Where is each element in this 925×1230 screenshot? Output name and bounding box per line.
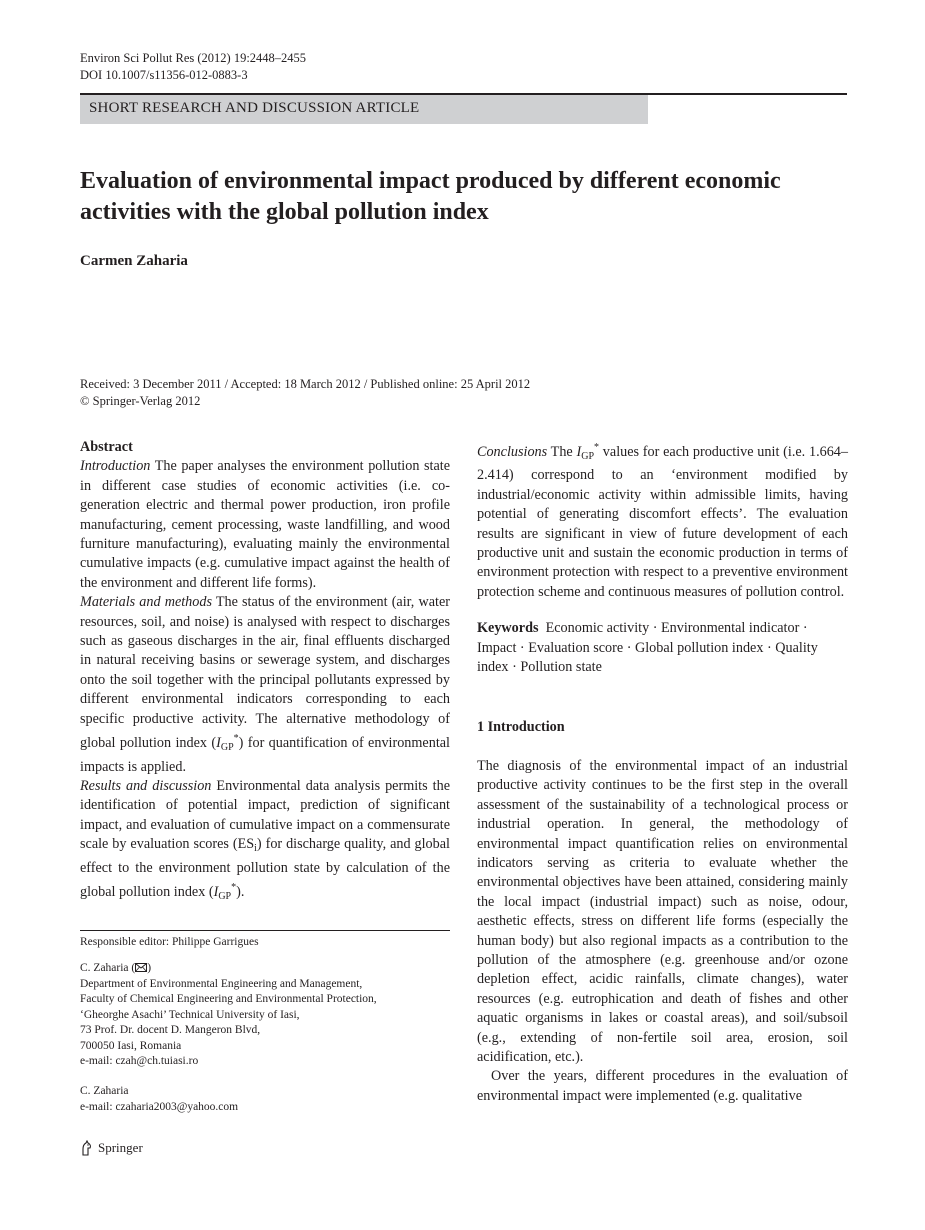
keywords-label: Keywords [477,620,539,637]
envelope-icon[interactable] [135,963,147,972]
igp-symbol: I [213,883,219,900]
journal-citation [80,50,306,84]
abstract-methods [80,593,450,777]
affiliation-name [80,961,450,977]
affil-line: 73 Prof. Dr. docent D. Mangeron Blvd, [80,1024,261,1036]
igp-sub: GP [218,890,232,902]
igp-symbol: I [216,735,221,752]
affiliation-name-end: ) [147,962,152,974]
abstract-heading: Abstract [80,439,133,455]
affil-line: Department of Environmental Engineering and Management, [80,977,363,990]
intro-paragraph: Over the years, different procedures in the evaluation of environmental impact were implemented (e.g. qualitative [477,1068,848,1104]
abstract-conclusions [477,438,848,602]
methods-label: Materials and methods [80,594,212,611]
es-sub: i [254,843,257,855]
results-label: Results and discussion [80,777,212,794]
intro-text: The paper analyses the environment pollution state in different case studies of economic activities (i.e. co-generation electric and thermal power production, iron profile manufacturing, cement processing, waste landfilling, and wood furniture manufacturing), evaluating mainly the environmental cumulative impacts (e.g. cumulative impact against the health of the environment and different life forms). [80,458,450,591]
second-contact [80,1084,450,1115]
results-text-a: Environmental data analysis permits the identification of potential impact, prediction of significant impact, and evaluation of cumulative impact on a commensurate scale by evaluation scores (ES [80,777,450,853]
igp-symbol: I [576,444,582,460]
igp-sub: GP [581,451,595,462]
affiliation-name-text: C. Zaharia ( [80,962,136,974]
responsible-editor: Responsible editor: Philippe Garrigues [80,936,259,948]
author-affiliation [80,961,450,1070]
conclusions-label: Conclusions [477,444,548,460]
article-type-banner [80,95,648,124]
abstract-column-left [80,438,450,906]
intro-paragraph: The diagnosis of the environmental impact of an industrial productive activity continues to be the first step in the overall assessment of the sustainability of a technological process or industrial operation. In general, the methodology of environmental impact quantification relies on environmental indicators serving as criteria to evaluate whether the environmental objectives have been attained, considering mainly the local impact (industrial impact) such as noise, odour, aesthetic effects, stress on different life forms (especially the human body) but also regional impacts as a contribution to the pollution of the atmosphere (e.g. greenhouse and/or ozone depletion effect, acidic rainfalls, climate changes), water resources (e.g. eutrophication and death of fishes and other aquatic organisms in lakes or coastal areas), and soil/subsoil (e.g., extending of non-fertile soil area, erosion, soil acidification, etc.). [477,757,848,1065]
abstract-introduction [80,457,450,593]
second-contact-email[interactable]: e-mail: czaharia2003@yahoo.com [80,1100,239,1113]
paper-title: Evaluation of environmental impact produced by different economic activities with the global pollution index [80,168,781,225]
intro-label: Introduction [80,458,151,475]
doi-line: DOI 10.1007/s11356-012-0883-3 [80,68,248,82]
article-type: SHORT RESEARCH AND DISCUSSION ARTICLE [89,100,420,116]
affil-line: 700050 Iasi, Romania [80,1039,182,1052]
journal-line: Environ Sci Pollut Res (2012) 19:2448–2455 [80,51,307,65]
copyright-line: © Springer-Verlag 2012 [80,394,201,408]
igp-sub: GP [220,742,234,754]
publication-dates [80,376,530,410]
page-footer [80,1140,143,1156]
igp-sup: * [231,881,237,893]
dates-line: Received: 3 December 2011 / Accepted: 18 March 2012 / Published online: 25 April 2012 [80,377,531,391]
conclusions-text-a: The [547,444,577,460]
affil-line: ‘Gheorghe Asachi’ Technical University of Iasi, [80,1008,300,1021]
methods-text-b: ) for quantification of environmental impacts is applied. [80,735,451,775]
abstract-column-right [477,438,848,1106]
methods-text-a: The status of the environment (air, water resources, soil, and noise) is analysed with respect to discharges such as gaseous discharges in the air, final effluents discharged in natural receiving basins or sewerage system, and discharges onto the soil together with the principal pollutants expressed by different environmental indicators corresponding to each specific productive activity. The alternative methodology of global pollution index ( [80,594,450,752]
results-text-b: ) for discharge quality, and global effect to the environment pollution state by calculation of the global pollution index ( [80,836,450,900]
affil-line: Faculty of Chemical Engineering and Environmental Protection, [80,993,377,1005]
author-name: Carmen Zaharia [80,253,188,269]
keywords [477,619,848,677]
affil-email[interactable]: e-mail: czah@ch.tuiasi.ro [80,1055,199,1067]
springer-horse-icon [80,1140,94,1156]
section-heading-introduction: 1 Introduction [477,719,565,736]
second-contact-name: C. Zaharia [80,1085,129,1097]
abstract-results [80,777,450,906]
publisher-name: Springer [98,1140,143,1155]
results-text-c: ). [236,883,245,900]
footnote-rule [80,930,450,931]
igp-sup: * [233,733,239,745]
conclusions-text-b: values for each productive unit (i.e. 1.664–2.414) correspond to an ‘environment modified by industrial/economic activity within admissible limits, having potential of generating discomfort effects’. The evaluation results are significant in view of future development of each productive unit and sustain the economic production in terms of environment protection with respect to a preventive environment protection scheme and continuous measures of pollution control. [477,444,848,600]
keywords-text: Economic activity · Environmental indicator · Impact · Evaluation score · Global pollution index · Quality index · Pollution state [477,620,818,676]
igp-sup: * [594,442,600,453]
